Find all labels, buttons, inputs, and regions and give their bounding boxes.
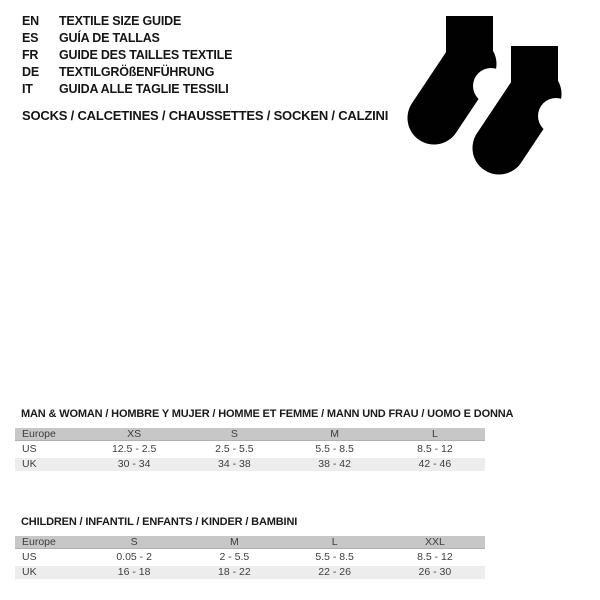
- size-range-value: 0.05 - 2: [116, 551, 152, 563]
- size-range-value: 2.5 - 5.5: [215, 443, 254, 455]
- size-column-header: M: [184, 536, 284, 549]
- table-header-row: [15, 428, 485, 441]
- size-table-adults: [15, 426, 485, 473]
- language-label: GUIDA ALLE TAGLIE TESSILI: [59, 82, 229, 96]
- table-row-uk: [15, 566, 485, 579]
- region-column-header: Europe: [15, 536, 84, 549]
- size-range-value: 22 - 26: [318, 566, 351, 578]
- size-range-value: 8.5 - 12: [417, 443, 453, 455]
- language-code: DE: [22, 65, 39, 79]
- language-row-en: [22, 13, 232, 30]
- size-range-value: 5.5 - 8.5: [315, 443, 354, 455]
- language-row-fr: [22, 47, 232, 64]
- socks-icon: [398, 10, 578, 195]
- region-label: US: [22, 443, 37, 455]
- size-range-value: 34 - 38: [218, 458, 251, 470]
- size-column-header: S: [184, 428, 284, 441]
- size-column-header: L: [385, 428, 485, 441]
- language-list: [22, 13, 232, 98]
- size-range-value: 5.5 - 8.5: [315, 551, 354, 563]
- size-column-header: L: [285, 536, 385, 549]
- size-range-value: 12.5 - 2.5: [111, 443, 157, 455]
- language-code: EN: [22, 14, 39, 28]
- size-range-value: 42 - 46: [418, 458, 452, 470]
- language-row-de: [22, 64, 232, 81]
- size-table-section-children: [15, 516, 485, 581]
- language-label: GUIDE DES TAILLES TEXTILE: [59, 48, 233, 62]
- size-range-value: 18 - 22: [218, 566, 251, 578]
- table-title-adults: MAN & WOMAN / HOMBRE Y MUJER / HOMME ET FEMME / MANN UND FRAU / UOMO E DONNA: [21, 408, 514, 420]
- language-code: FR: [22, 48, 39, 62]
- size-range-value: 2 - 5.5: [219, 551, 250, 563]
- size-column-header: S: [84, 536, 184, 549]
- size-column-header: M: [285, 428, 385, 441]
- language-label: GUÍA DE TALLAS: [59, 31, 160, 45]
- size-range-value: 30 - 34: [117, 458, 151, 470]
- size-range-value: 26 - 30: [418, 566, 452, 578]
- size-range-value: 38 - 42: [318, 458, 351, 470]
- size-range-value: 16 - 18: [117, 566, 151, 578]
- size-column-header: XXL: [385, 536, 485, 549]
- language-row-it: [22, 81, 232, 98]
- size-table-section-adults: [15, 408, 514, 473]
- category-heading: SOCKS / CALCETINES / CHAUSSETTES / SOCKEN / CALZINI: [22, 108, 389, 123]
- table-row-uk: [15, 458, 485, 471]
- region-label: US: [22, 551, 37, 563]
- table-row-us: [15, 551, 485, 564]
- size-table-children: [15, 534, 485, 581]
- table-title-children: CHILDREN / INFANTIL / ENFANTS / KINDER / BAMBINI: [21, 516, 298, 528]
- language-label: TEXTILE SIZE GUIDE: [59, 14, 182, 28]
- language-label: TEXTILGRÖßENFÜHRUNG: [59, 65, 215, 79]
- language-row-es: [22, 30, 232, 47]
- table-header-row: [15, 536, 485, 549]
- region-label: UK: [22, 458, 37, 470]
- size-column-header: XS: [84, 428, 184, 441]
- table-row-us: [15, 443, 485, 456]
- size-range-value: 8.5 - 12: [417, 551, 453, 563]
- language-code: IT: [22, 82, 33, 96]
- region-label: UK: [22, 566, 37, 578]
- language-code: ES: [22, 31, 39, 45]
- region-column-header: Europe: [15, 428, 84, 441]
